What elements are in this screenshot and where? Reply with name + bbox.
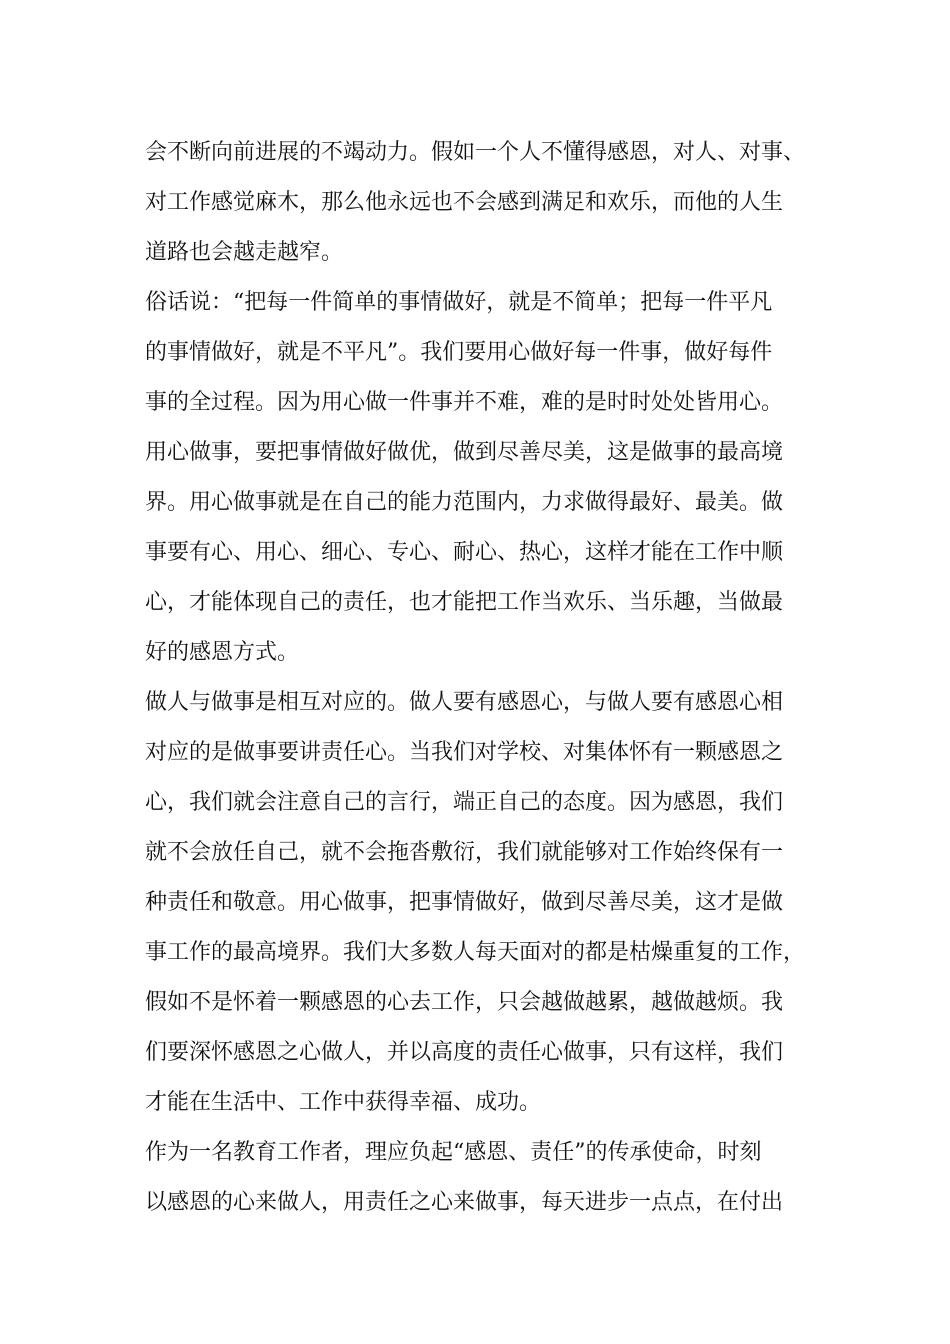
paragraph-3 [145, 678, 810, 1128]
text-line: 做人与做事是相互对应的。做人要有感恩心，与做人要有感恩心相 [145, 690, 784, 715]
text-line: 假如不是怀着一颗感恩的心去工作，只会越做越累，越做越烦。我 [145, 990, 784, 1015]
paragraph-1 [145, 128, 810, 278]
text-line: 俗话说：“把每一件简单的事情做好，就是不简单；把每一件平凡 [145, 290, 773, 315]
text-line: 界。用心做事就是在自己的能力范围内，力求做得最好、最美。做 [145, 490, 784, 515]
text-line: 事要有心、用心、细心、专心、耐心、热心，这样才能在工作中顺 [145, 540, 784, 565]
text-line: 作为一名教育工作者，理应负起“感恩、责任”的传承使命，时刻 [145, 1140, 762, 1165]
text-line: 会不断向前进展的不竭动力。假如一个人不懂得感恩，对人、对事、 [145, 140, 806, 165]
paragraph-2 [145, 278, 810, 678]
document-body [145, 128, 810, 1228]
text-line: 好的感恩方式。 [145, 640, 300, 665]
text-line: 事工作的最高境界。我们大多数人每天面对的都是枯燥重复的工作， [145, 940, 806, 965]
text-line: 道路也会越走越窄。 [145, 240, 344, 265]
text-line: 种责任和敬意。用心做事，把事情做好，做到尽善尽美，这才是做 [145, 890, 784, 915]
text-line: 以感恩的心来做人，用责任之心来做事，每天进步一点点，在付出 [145, 1190, 784, 1215]
text-line: 心，才能体现自己的责任，也才能把工作当欢乐、当乐趣，当做最 [145, 590, 784, 615]
text-line: 的事情做好，就是不平凡”。我们要用心做好每一件事，做好每件 [145, 340, 773, 365]
text-line: 们要深怀感恩之心做人，并以高度的责任心做事，只有这样，我们 [145, 1040, 784, 1065]
text-line: 才能在生活中、工作中获得幸福、成功。 [145, 1090, 542, 1115]
text-line: 对应的是做事要讲责任心。当我们对学校、对集体怀有一颗感恩之 [145, 740, 784, 765]
text-line: 对工作感觉麻木，那么他永远也不会感到满足和欢乐，而他的人生 [145, 190, 784, 215]
paragraph-4 [145, 1128, 810, 1228]
text-line: 心，我们就会注意自己的言行，端正自己的态度。因为感恩，我们 [145, 790, 784, 815]
text-line: 就不会放任自己，就不会拖沓敷衍，我们就能够对工作始终保有一 [145, 840, 784, 865]
text-line: 用心做事，要把事情做好做优，做到尽善尽美，这是做事的最高境 [145, 440, 784, 465]
text-line: 事的全过程。因为用心做一件事并不难，难的是时时处处皆用心。 [145, 390, 784, 415]
